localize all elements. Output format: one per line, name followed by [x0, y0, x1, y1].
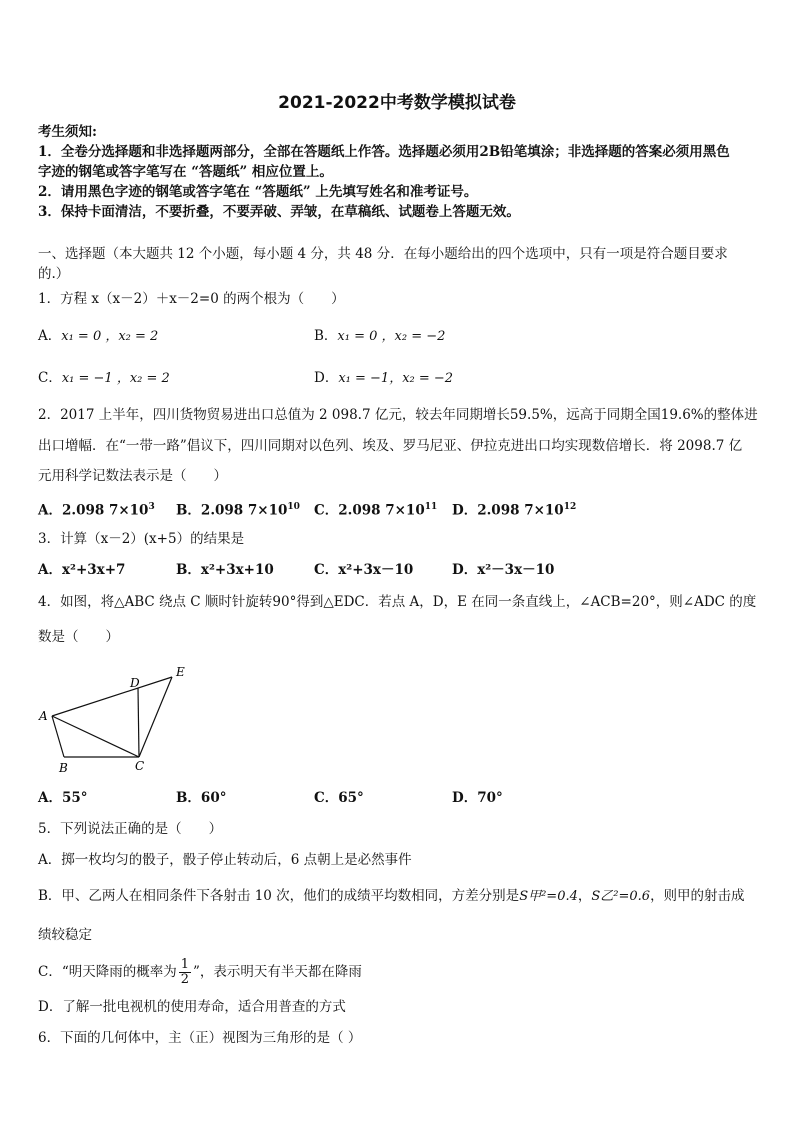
notice-item: 1．全卷分选择题和非选择题两部分，全部在答题纸上作答。选择题必须用2B铅笔填涂；非选择题的答案必须用黑色 [38, 144, 730, 160]
option-text: 55° [61, 790, 88, 806]
segment-ae [52, 677, 172, 716]
option-text: 2.098 7×10 [338, 502, 425, 519]
option-label: B． [176, 502, 201, 519]
option-text: 2.098 7×10 [61, 502, 149, 519]
fraction-one-half [179, 958, 191, 987]
q3-option-a [38, 560, 125, 580]
variance-jia: S甲²=0.4 [519, 889, 578, 904]
point-d-label: D [130, 676, 140, 690]
q1-option-c [38, 368, 170, 389]
option-text: ”，表示明天有半天都在降雨 [193, 964, 362, 980]
option-exponent: 12 [563, 502, 577, 512]
question-3-stem: 3．计算（x－2）(x+5）的结果是 [38, 531, 245, 547]
option-text: 2.098 7×10 [200, 502, 288, 519]
option-text: C．“明天降雨的概率为 [38, 964, 177, 980]
option-text: x₁ = 0 ，x₂ = 2 [61, 329, 159, 344]
option-text: 70° [477, 790, 503, 806]
option-exponent: 11 [424, 502, 438, 512]
point-e-label: E [176, 665, 185, 679]
option-label: D． [452, 562, 478, 578]
notice-item: 2．请用黑色字迹的钢笔或答字笔在 “答题纸” 上先填写姓名和准考证号。 [38, 184, 478, 200]
option-text: x²+3x+7 [61, 562, 126, 578]
segment-ab [52, 716, 64, 757]
option-label: A． [38, 502, 62, 519]
q4-option-a [38, 788, 88, 808]
section-heading-cont: 的.） [38, 266, 70, 282]
question-1-stem: 1．方程 x（x－2）＋x－2=0 的两个根为（ ） [38, 291, 345, 307]
option-label: B． [176, 790, 201, 806]
point-a-label: A [39, 709, 48, 723]
question-2-line: 出口增幅．在“一带一路”倡议下，四川同期对以色列、埃及、罗马尼亚、伊拉克进出口均实现数倍增长．将 2098.7 亿 [38, 438, 743, 454]
q4-option-b [176, 788, 226, 808]
page-title: 2021-2022中考数学模拟试卷 [278, 93, 516, 113]
option-label: D． [452, 502, 478, 519]
question-5-stem: 5．下列说法正确的是（ ） [38, 821, 223, 837]
q5-option-d: D．了解一批电视机的使用寿命，适合用普查的方式 [38, 999, 346, 1015]
option-label: C． [314, 502, 339, 519]
option-separator: ， [577, 888, 592, 904]
q2-option-d [452, 497, 576, 521]
option-text: 2.098 7×10 [477, 502, 564, 519]
segment-ec [139, 677, 172, 757]
option-text: 65° [338, 790, 364, 806]
option-label: A． [38, 790, 62, 806]
question-6-stem: 6．下面的几何体中，主（正）视图为三角形的是（ ） [38, 1030, 362, 1046]
option-label: A． [38, 562, 62, 578]
q5-option-b-cont: 绩较稳定 [38, 927, 92, 943]
question-2-line: 元用科学记数法表示是（ ） [38, 468, 227, 484]
option-text: x²+3x－10 [338, 562, 414, 578]
q5-option-b [38, 886, 760, 907]
q1-option-b [314, 326, 445, 347]
q5-option-c [38, 958, 760, 987]
notice-item: 字迹的钢笔或答字笔写在 “答题纸” 相应位置上。 [38, 164, 333, 180]
section-heading: 一、选择题（本大题共 12 个小题，每小题 4 分，共 48 分．在每小题给出的四个选项中，只有一项是符合题目要求 [38, 246, 728, 262]
segment-ac [52, 716, 139, 757]
fraction-numerator: 1 [180, 957, 190, 972]
option-label: B． [314, 328, 338, 344]
q4-option-c [314, 788, 364, 808]
fraction-denominator: 2 [180, 972, 190, 987]
option-label: C． [314, 790, 339, 806]
q2-option-a [38, 497, 155, 521]
q5-option-a: A．掷一枚均匀的骰子，骰子停止转动后，6 点朝上是必然事件 [38, 852, 412, 868]
option-exponent: 10 [287, 502, 300, 512]
q1-option-d [314, 368, 453, 389]
q4-option-d [452, 788, 503, 808]
option-label: D． [452, 790, 478, 806]
option-label: C． [38, 370, 62, 386]
option-text: x²－3x－10 [477, 562, 555, 578]
point-b-label: B [59, 761, 68, 775]
triangle-rotation-figure [30, 660, 200, 780]
variance-yi: S乙²=0.6 [591, 889, 651, 904]
option-text: 60° [200, 790, 227, 806]
option-text: x₁ = −1 ，x₂ = 2 [61, 371, 170, 386]
q2-option-c [314, 497, 437, 521]
point-c-label: C [135, 759, 145, 773]
question-4-line: 4．如图，将△ABC 绕点 C 顺时针旋转90°得到△EDC．若点 A，D，E 在同一条直线上，∠ACB=20°，则∠ADC 的度 [38, 594, 757, 610]
question-2-line: 2．2017 上半年，四川货物贸易进出口总值为 2 098.7 亿元，较去年同期增长59.5%，远高于同期全国19.6%的整体进 [38, 407, 758, 423]
q3-option-b [176, 560, 274, 580]
option-label: D． [314, 370, 339, 386]
option-exponent: 3 [148, 502, 155, 512]
option-text: ，则甲的射击成 [650, 888, 745, 904]
option-label: A． [38, 328, 62, 344]
q2-option-b [176, 497, 300, 521]
q3-option-c [314, 560, 413, 580]
q3-option-d [452, 560, 554, 580]
option-text: x²+3x+10 [200, 562, 274, 578]
option-text: x₁ = 0 ，x₂ = −2 [337, 329, 446, 344]
option-text: B．甲、乙两人在相同条件下各射击 10 次，他们的成绩平均数相同，方差分别是 [38, 888, 520, 904]
notice-heading: 考生须知: [38, 124, 97, 140]
q1-option-a [38, 326, 158, 347]
question-4-line: 数是（ ） [38, 629, 119, 645]
option-label: B． [176, 562, 201, 578]
notice-item: 3．保持卡面清洁，不要折叠，不要弄破、弄皱，在草稿纸、试题卷上答题无效。 [38, 204, 520, 220]
segment-dc [138, 688, 139, 757]
option-text: x₁ = −1，x₂ = −2 [338, 371, 454, 386]
option-label: C． [314, 562, 339, 578]
